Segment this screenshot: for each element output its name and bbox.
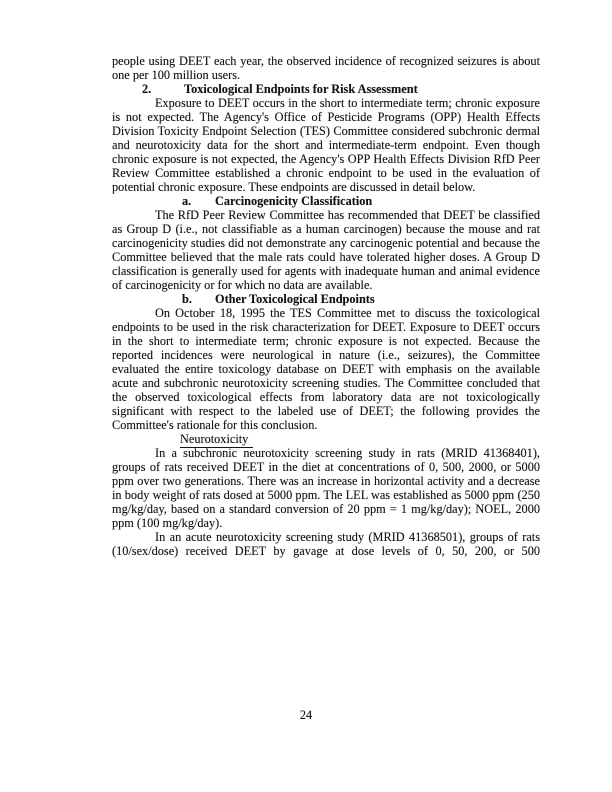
neurotoxicity-paragraph-2: In an acute neurotoxicity screening study (MRID 41368501), groups of rats (10/sex/dose) received DEET by gavage at dose levels of 0, 50, 200, or 500 (112, 530, 540, 558)
section-2-title: Toxicological Endpoints for Risk Assessment (184, 82, 418, 96)
subsection-b-heading (112, 292, 540, 306)
section-2-number: 2. (142, 82, 152, 96)
subsection-a-letter: a. (182, 194, 192, 208)
page-number: 24 (299, 708, 313, 722)
subsection-b-title: Other Toxicological Endpoints (215, 292, 375, 306)
section-2-heading (112, 82, 540, 96)
subsection-a-heading (112, 194, 540, 208)
neurotoxicity-paragraph-1: In a subchronic neurotoxicity screening study in rats (MRID 41368401), groups of rats received DEET in the diet at concentrations of 0, 500, 2000, or 5000 ppm over two generations. There was an increase in horizontal activity and a decrease in body weight of rats dosed at 5000 ppm. The LEL was established as 5000 ppm (250 mg/kg/day, based on a standard conversion of 20 ppm = 1 mg/kg/day); NOEL, 2000 ppm (100 mg/kg/day). (112, 446, 540, 530)
paragraph-intro-continuation: people using DEET each year, the observed incidence of recognized seizures is about one per 100 million users. (112, 54, 540, 82)
text-block (112, 54, 540, 558)
subsection-a-title: Carcinogenicity Classification (215, 194, 373, 208)
subsection-b-paragraph: On October 18, 1995 the TES Committee met to discuss the toxicological endpoints to be used in the risk characterization for DEET. Exposure to DEET occurs in the short to intermediate term; chronic exposure is not expected. Because the reported incidences were neurological in nature (i.e., seizures), the Committee evaluated the entire toxicology database on DEET with emphasis on the available acute and subchronic neurotoxicity screening studies. The Committee concluded that the observed toxicological effects from laboratory data are not toxicologically significant with respect to the labeled use of DEET; the following provides the Committee's rationale for this conclusion. (112, 306, 540, 432)
neurotoxicity-heading (180, 432, 540, 446)
neurotoxicity-heading-text: Neurotoxicity (180, 432, 253, 448)
subsection-b-letter: b. (182, 292, 192, 306)
subsection-a-paragraph: The RfD Peer Review Committee has recommended that DEET be classified as Group D (i.e., not classifiable as a human carcinogen) because the mouse and rat carcinogenicity studies did not demonstrate any carcinogenic potential and because the Committee believed that the male rats could have tolerated higher doses. A Group D classification is generally used for agents with inadequate human and animal evidence of carcinogenicity or for which no data are available. (112, 208, 540, 292)
section-2-paragraph: Exposure to DEET occurs in the short to intermediate term; chronic exposure is not expected. The Agency's Office of Pesticide Programs (OPP) Health Effects Division Toxicity Endpoint Selection (TES) Committee considered subchronic dermal and neurotoxicity data for the short and intermediate-term endpoint. Even though chronic exposure is not expected, the Agency's OPP Health Effects Division RfD Peer Review Committee established a chronic endpoint to be used in the evaluation of potential chronic exposure. These endpoints are discussed in detail below. (112, 96, 540, 194)
